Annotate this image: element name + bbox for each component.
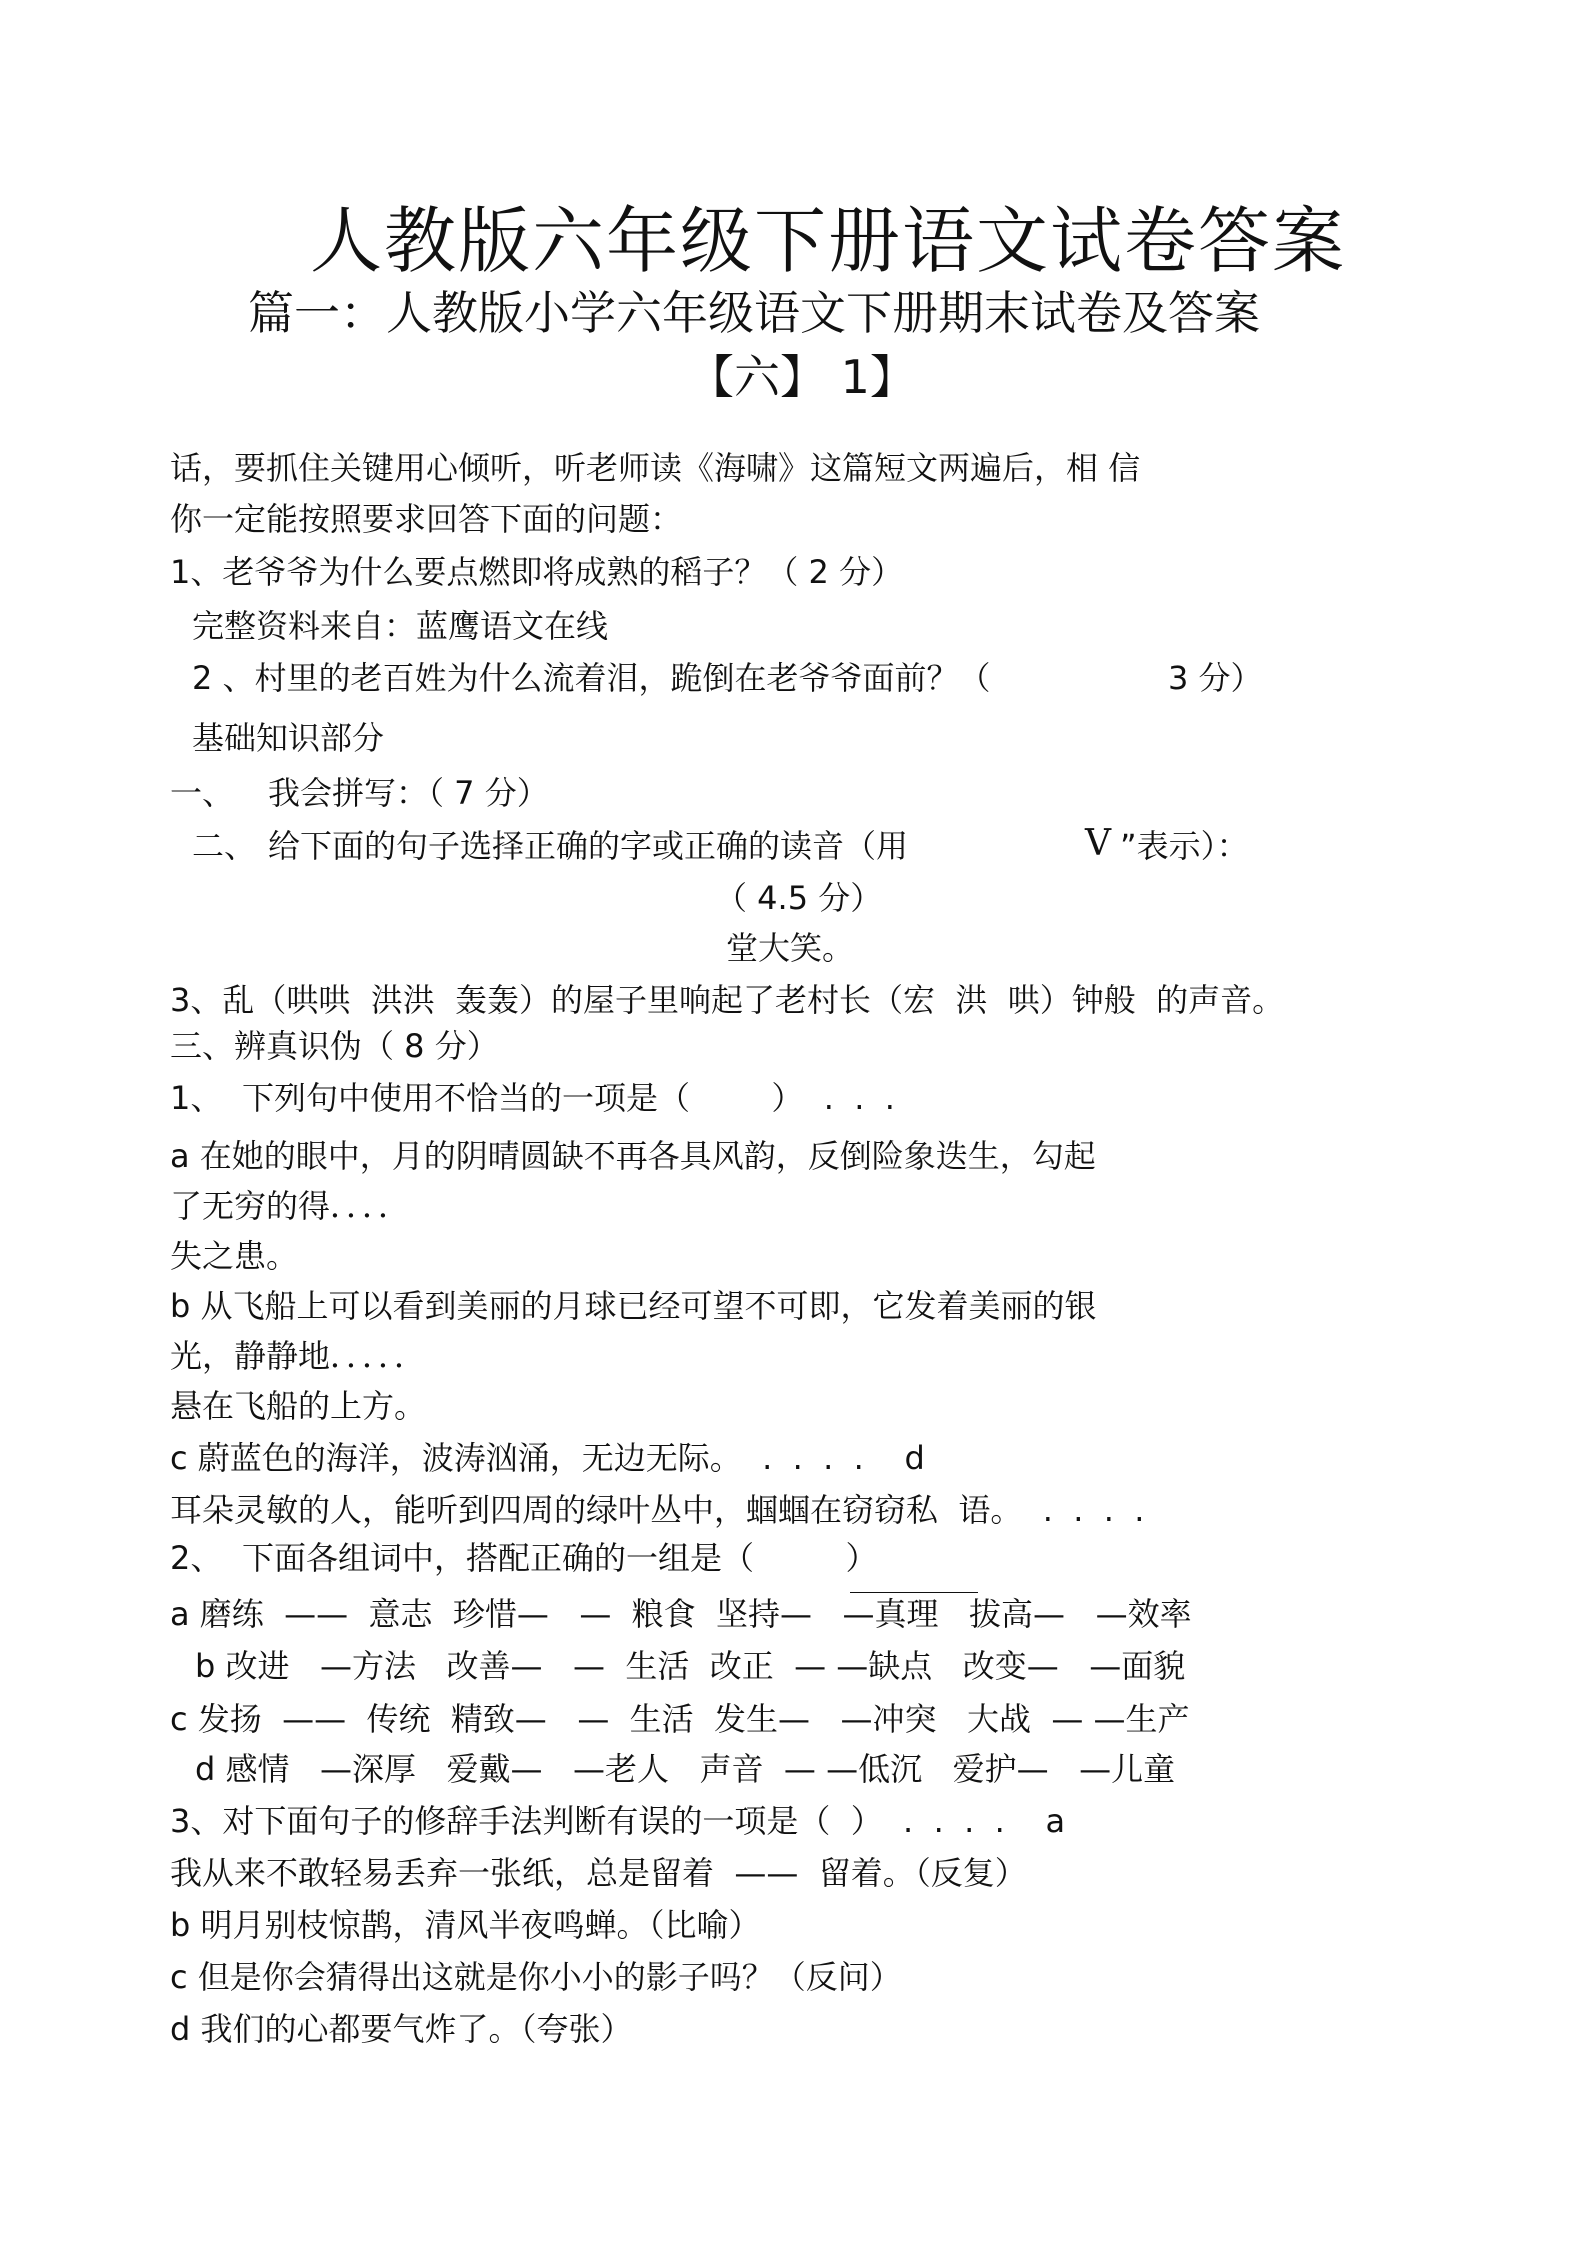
text-line: 光，静静地．．．．． [170,1337,427,1375]
question-text: 3、对下面句子的修辞手法判断有误的一项是（ ） . . . . a [170,1802,1066,1840]
section-heading: 给下面的句子选择正确的字或正确的读音（用 [268,827,909,865]
option-b: b 明月别枝惊鹊，清风半夜鸣蝉。（比喻） [170,1906,761,1944]
divider-line [850,1592,978,1593]
option-d: d 感情 —深厚 爱戴— —老人 声音 — —低沉 爱护— —儿童 [195,1750,1176,1788]
question-3: 3、乱（哄哄 洪洪 轰轰）的屋子里响起了老村长（宏 洪 哄）钟般 的声音。 [170,981,1285,1019]
text-line: 你一定能按照要求回答下面的问题： [170,500,683,538]
section-number: 一、 [170,774,235,812]
text-line: 了无穷的得．．．． [170,1187,411,1225]
source-note: 完整资料来自：蓝鹰语文在线 [192,607,609,645]
section-heading: 我会拼写：（ 7 分） [268,774,549,812]
text-line: 失之患。 [170,1237,299,1275]
option-c: c 发扬 —— 传统 精致— — 生活 发生— —冲突 大战 — —生产 [170,1700,1190,1738]
option-b: b 改进 —方法 改善— — 生活 改正 — —缺点 改变— —面貌 [195,1647,1186,1685]
document-subtitle: 篇一：人教版小学六年级语文下册期末试卷及答案 [248,286,1260,340]
option-a: a 磨练 —— 意志 珍惜— — 粮食 坚持— —真理 拔高— —效率 [170,1595,1192,1633]
question-text: 下列句中使用不恰当的一项是（ ） . . . [242,1079,895,1117]
question-number: 2、 [170,1539,223,1577]
question-2-score: 3 分） [1168,659,1263,697]
option-c: c 但是你会猜得出这就是你小小的影子吗？（反问） [170,1958,902,1996]
option-a: 我从来不敢轻易丢弃一张纸，总是留着 —— 留着。（反复） [170,1854,1027,1892]
section-heading: 三、辨真识伪（ 8 分） [170,1027,499,1065]
question-2: 2 、村里的老百姓为什么流着泪，跪倒在老爷爷面前？（ [192,659,991,697]
section-heading: 基础知识部分 [192,719,385,757]
section-score: （ 4.5 分） [715,879,883,917]
document-title: 人教版六年级下册语文试卷答案 [310,199,1347,283]
check-mark-symbol: V [1085,823,1111,864]
section-number: 二、 [192,827,257,865]
question-number: 1、 [170,1079,223,1117]
question-text: 下面各组词中，搭配正确的一组是（ ） [242,1539,878,1577]
option-c: c 蔚蓝色的海洋，波涛汹涌，无边无际。 . . . . d [170,1439,925,1477]
document-subtitle-2: 【六】 1】 [688,350,916,404]
text-line: 堂大笑。 [726,929,855,967]
option-d: d 我们的心都要气炸了。（夸张） [170,2010,633,2048]
option-b: b 从飞船上可以看到美丽的月球已经可望不可即，它发着美丽的银 [170,1287,1097,1325]
option-d: 耳朵灵敏的人，能听到四周的绿叶丛中，蝈蝈在窃窃私 语。 . . . . [170,1491,1145,1529]
question-1: 1、老爷爷为什么要点燃即将成熟的稻子？（ 2 分） [170,553,904,591]
text-line: 悬在飞船的上方。 [170,1387,427,1425]
section-heading-tail: ”表示）： [1120,827,1249,865]
option-a: a 在她的眼中，月的阴晴圆缺不再各具风韵，反倒险象迭生，勾起 [170,1137,1096,1175]
text-line: 话，要抓住关键用心倾听，听老师读《海啸》这篇短文两遍后，相 信 [170,449,1141,487]
